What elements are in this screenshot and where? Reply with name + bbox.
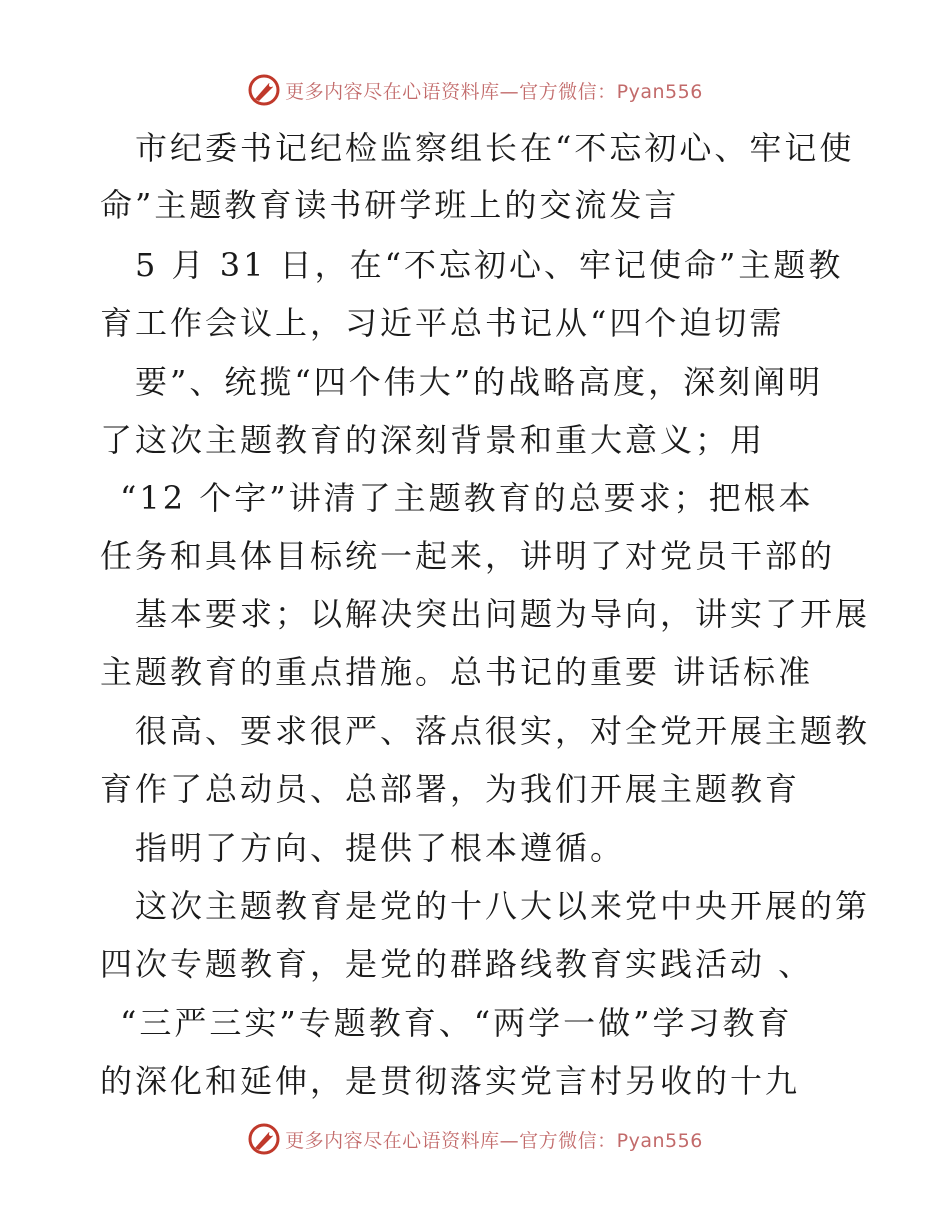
- text-line: 这次主题教育是党的十八大以来党中央开展的第: [135, 887, 871, 925]
- text-line: 指明了方向、提供了根本遵循。: [135, 829, 626, 867]
- watermark-footer: [0, 1119, 950, 1159]
- text-line: 任务和具体目标统一起来，讲明了对党员干部的: [100, 537, 836, 575]
- text-line: 要”、统揽“四个伟大”的战略高度，深刻阐明: [135, 363, 824, 401]
- text-line: “12 个字”讲清了主题教育的总要求；把根本: [120, 479, 814, 517]
- text-line: 育作了总动员、总部署，为我们开展主题教育: [100, 770, 801, 808]
- watermark-text: 更多内容尽在心语资料库—官方微信：Pyan556: [285, 1129, 703, 1152]
- text-line: “三严三实”专题教育、“两学一做”学习教育: [120, 1004, 793, 1042]
- text-line: 四次专题教育，是党的群路线教育实践活动 、: [100, 945, 814, 983]
- text-line: 育工作会议上，习近平总书记从“四个迫切需: [100, 304, 785, 342]
- text-line: 很高、要求很严、落点很实，对全党开展主题教: [135, 712, 871, 750]
- text-line: 5 月 31 日，在“不忘初心、牢记使命”主题教: [135, 246, 844, 284]
- text-line: 了这次主题教育的深刻背景和重大意义；用: [100, 421, 766, 459]
- pen-nib-logo-icon: [247, 1122, 281, 1156]
- watermark-text: 更多内容尽在心语资料库—官方微信：Pyan556: [285, 80, 703, 103]
- text-line: 命”主题教育读书研学班上的交流发言: [100, 186, 680, 224]
- text-line: 的深化和延伸，是贯彻落实党言村另收的十九: [100, 1062, 801, 1100]
- text-line: 主题教育的重点措施。总书记的重要 讲话标准: [100, 653, 814, 691]
- text-line: 基本要求；以解决突出问题为导向，讲实了开展: [135, 595, 871, 633]
- text-line: 市纪委书记纪检监察组长在“不忘初心、牢记使: [135, 129, 855, 167]
